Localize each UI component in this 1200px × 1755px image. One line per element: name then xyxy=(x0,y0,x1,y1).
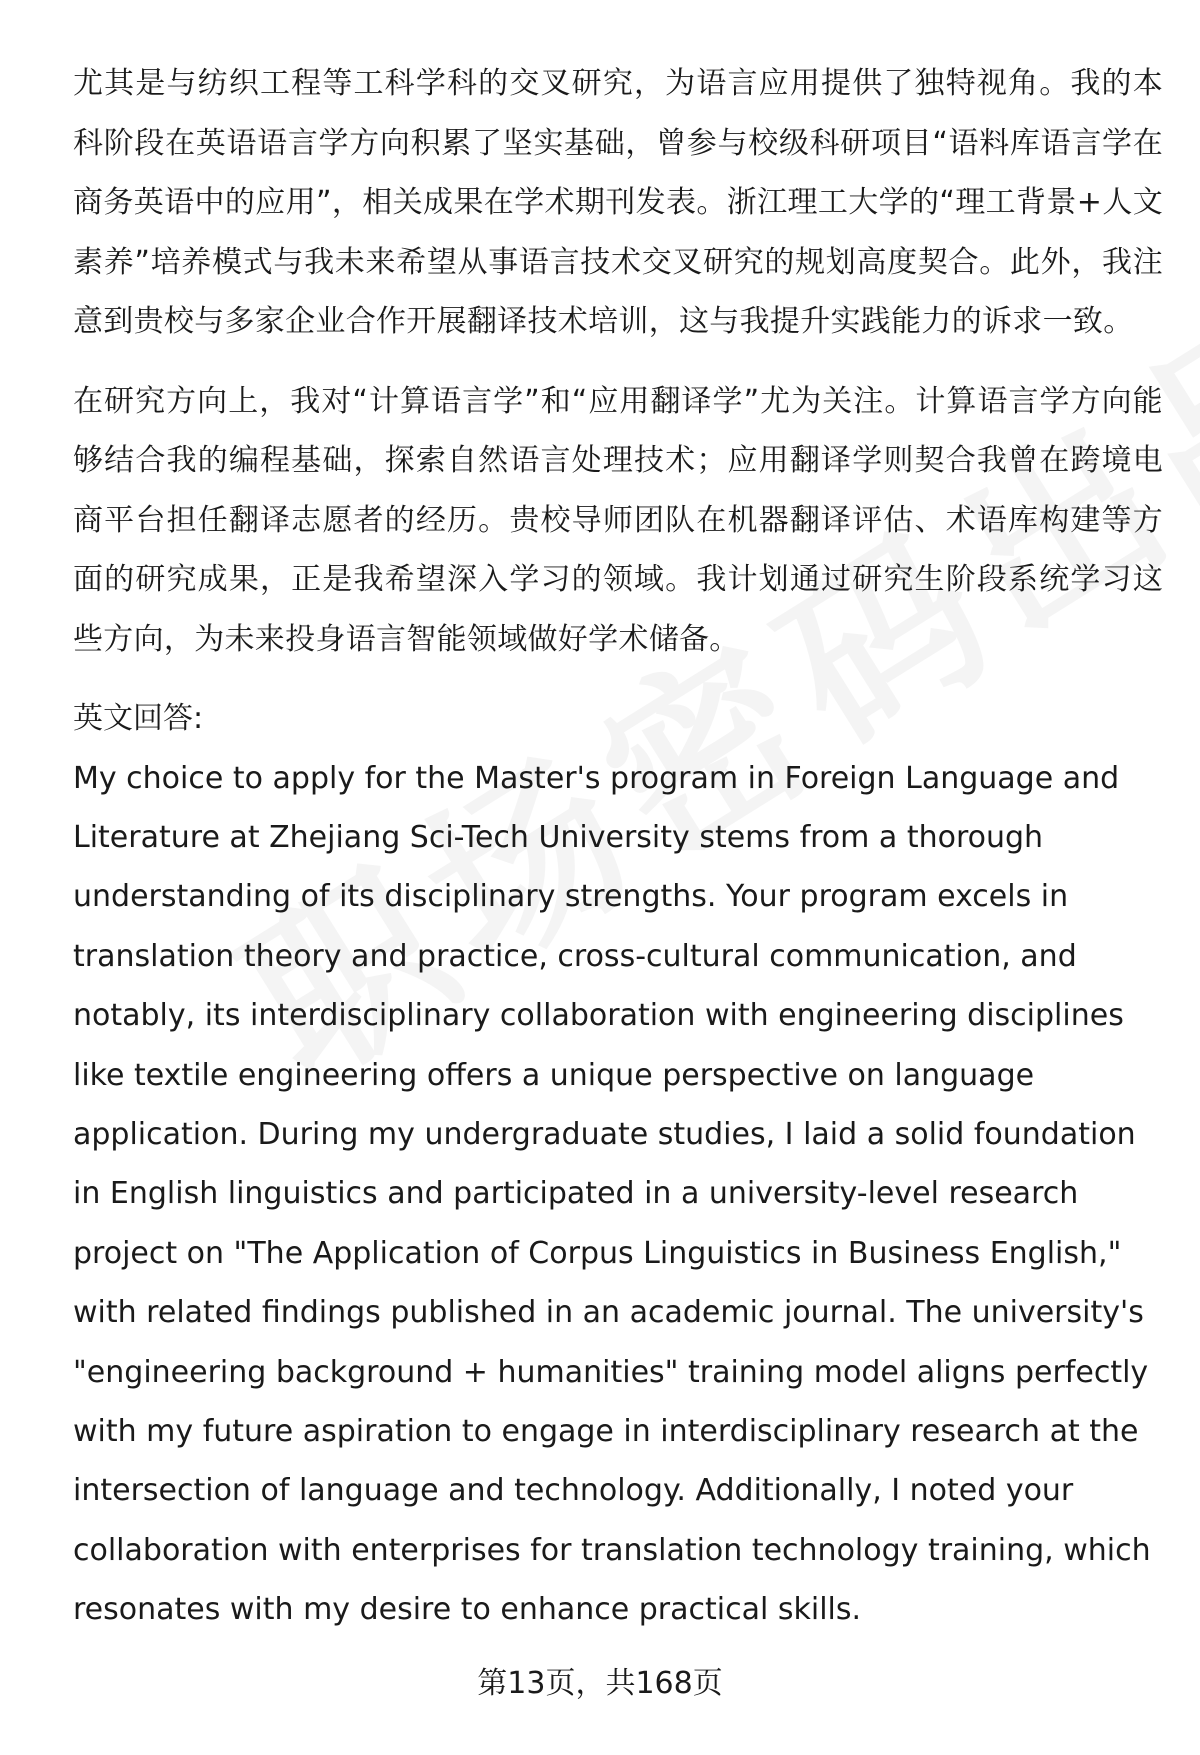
paragraph-cn-1: 尤其是与纺织工程等工科学科的交叉研究，为语言应用提供了独特视角。我的本科阶段在英语语言学方向积累了坚实基础，曾参与校级科研项目“语料库语言学在商务英语中的应用”，相关成果在学术期刊发表。浙江理工大学的“理工背景+人文素养”培养模式与我未来希望从事语言技术交叉研究的规划高度契合。此外，我注意到贵校与多家企业合作开展翻译技术培训，这与我提升实践能力的诉求一致。 xyxy=(73,66,1163,339)
page-number: 第13页，共168页 xyxy=(477,1666,723,1701)
paragraph-cn-2: 在研究方向上，我对“计算语言学”和“应用翻译学”尤为关注。计算语言学方向能够结合我的编程基础，探索自然语言处理技术；应用翻译学则契合我曾在跨境电商平台担任翻译志愿者的经历。贵校导师团队在机器翻译评估、术语库构建等方面的研究成果，正是我希望深入学习的领域。我计划通过研究生阶段系统学习这些方向，为未来投身语言智能领域做好学术储备。 xyxy=(73,383,1163,657)
english-answer-label: 英文回答: xyxy=(73,701,204,736)
main-content xyxy=(73,54,1163,1640)
english-answer-paragraph: My choice to apply for the Master's program in Foreign Language and Literature at Zhejiang Sci-Tech University stems from a thorough understanding of its disciplinary strengths. Your program excels in translation theory and practice, cross-cultural communication, and notably, its interdisciplinary collaboration with engineering disciplines like textile engineering offers a unique perspective on language application. During my undergraduate studies, I laid a solid foundation in English linguistics and participated in a university-level research project on "The Application of Corpus Linguistics in Business English," with related findings published in an academic journal. The university's "engineering background + humanities" training model aligns perfectly with my future aspiration to engage in interdisciplinary research at the intersection of language and technology. Additionally, I noted your collaboration with enterprises for translation technology training, which resonates with my desire to enhance practical skills. xyxy=(73,760,1151,1628)
